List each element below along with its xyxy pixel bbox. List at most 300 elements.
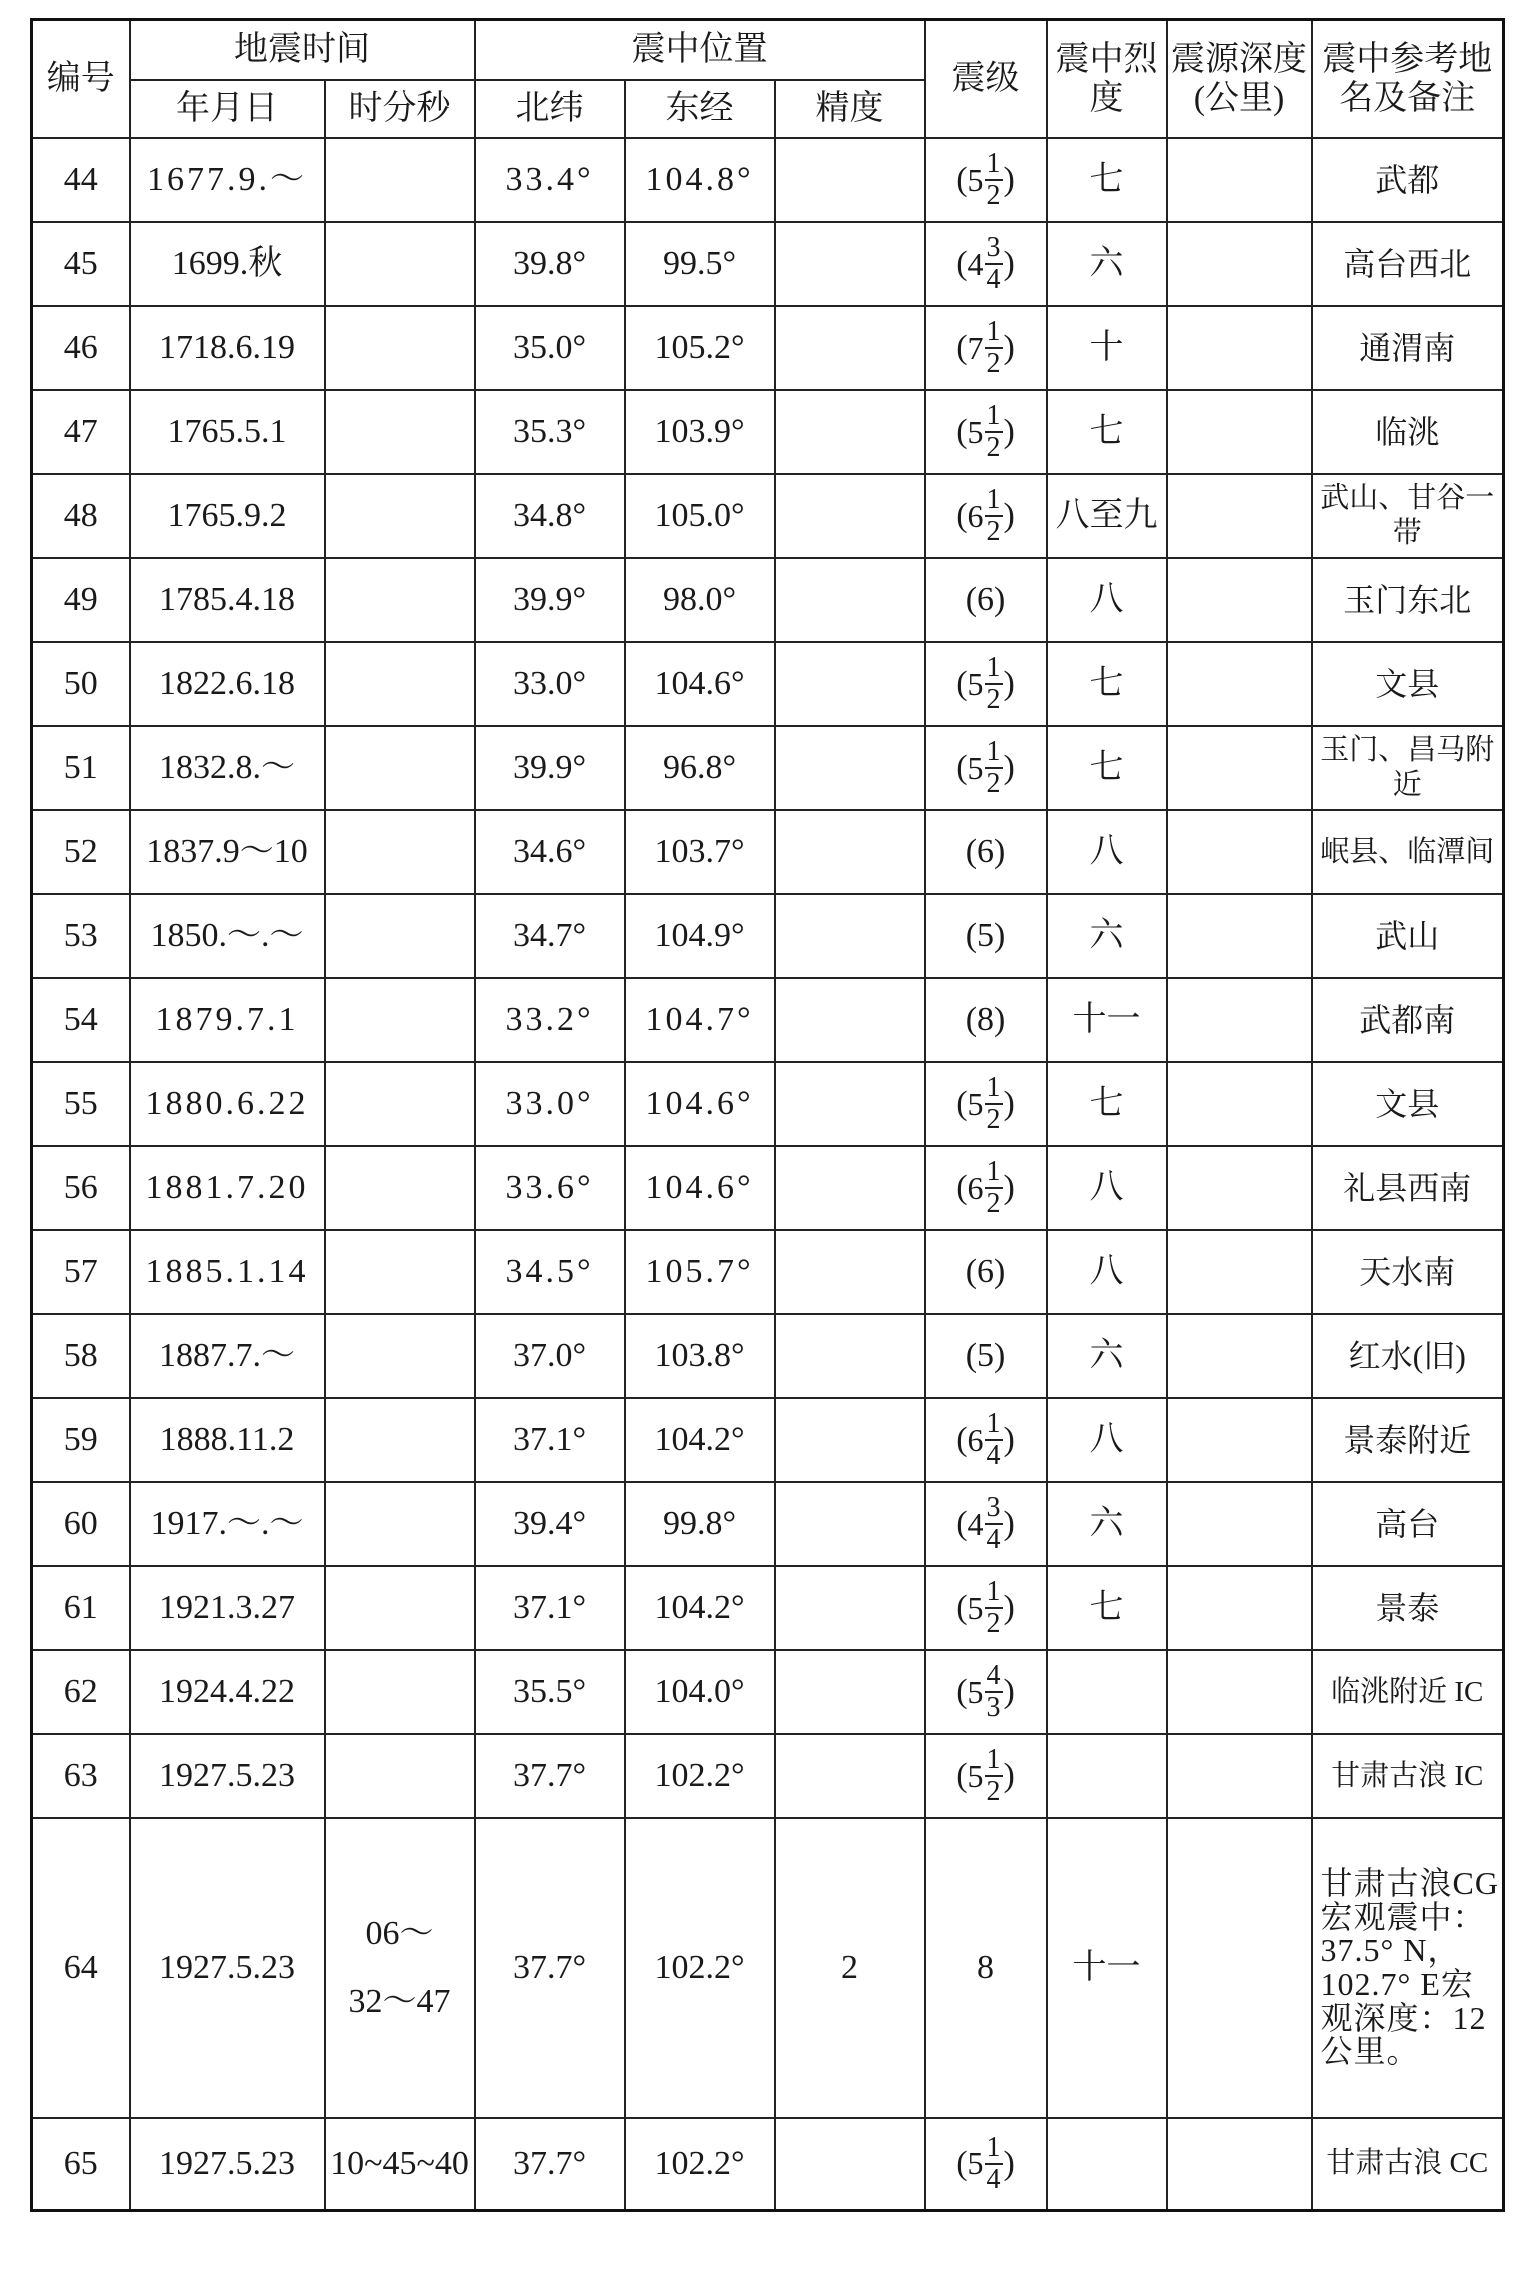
cell-precision: [775, 810, 925, 894]
cell-intensity: 七: [1047, 138, 1167, 222]
header-location-group: 震中位置: [475, 20, 925, 81]
cell-precision: [775, 1230, 925, 1314]
fraction-denominator: 2: [986, 768, 1001, 799]
cell-place: 景泰: [1312, 1566, 1504, 1650]
cell-magnitude: (6): [925, 558, 1047, 642]
cell-precision: [775, 894, 925, 978]
magnitude-fraction: [956, 1494, 1015, 1554]
cell-lat: 34.7°: [475, 894, 625, 978]
cell-intensity: 十一: [1047, 1818, 1167, 2118]
cell-lon: 104.6°: [625, 1062, 775, 1146]
cell-place: 武山、甘谷一带: [1312, 474, 1504, 558]
paren-close: ): [1003, 497, 1015, 535]
cell-no: 56: [32, 1146, 130, 1230]
table-row: [32, 978, 1504, 1062]
cell-lat: 39.9°: [475, 558, 625, 642]
table-row: [32, 2118, 1504, 2210]
earthquake-catalog-table: [30, 18, 1505, 2212]
cell-place: 岷县、临潭间: [1312, 810, 1504, 894]
cell-intensity: 八至九: [1047, 474, 1167, 558]
cell-no: 51: [32, 726, 130, 810]
cell-no: 55: [32, 1062, 130, 1146]
cell-precision: [775, 726, 925, 810]
cell-magnitude: [925, 390, 1047, 474]
cell-place: 通渭南: [1312, 306, 1504, 390]
cell-magnitude: [925, 138, 1047, 222]
cell-date: 1888.11.2: [130, 1398, 325, 1482]
paren-open: (: [956, 497, 968, 535]
cell-precision: [775, 1146, 925, 1230]
cell-precision: [775, 306, 925, 390]
cell-hms: [325, 1650, 475, 1734]
magnitude-fraction: [956, 150, 1015, 210]
cell-intensity: 六: [1047, 1314, 1167, 1398]
cell-magnitude: [925, 1146, 1047, 1230]
table-row: [32, 1314, 1504, 1398]
cell-place: 甘肃古浪 CC: [1312, 2118, 1504, 2210]
cell-precision: [775, 1062, 925, 1146]
cell-precision: 2: [775, 1818, 925, 2118]
paren-open: (: [956, 161, 968, 199]
fraction-numerator: 1: [986, 148, 1001, 179]
cell-intensity: 八: [1047, 1398, 1167, 1482]
paren-close: ): [1003, 1589, 1015, 1627]
cell-date: 1927.5.23: [130, 1818, 325, 2118]
paren-open: (: [956, 1505, 968, 1543]
cell-date: 1917.～.～: [130, 1482, 325, 1566]
cell-depth: [1167, 558, 1312, 642]
cell-no: 61: [32, 1566, 130, 1650]
fraction: [985, 234, 1003, 294]
cell-depth: [1167, 138, 1312, 222]
paren-close: ): [1003, 1421, 1015, 1459]
paren-open: (: [956, 1421, 968, 1459]
cell-precision: [775, 474, 925, 558]
cell-lat: 39.9°: [475, 726, 625, 810]
cell-no: 60: [32, 1482, 130, 1566]
magnitude-whole: 5: [967, 665, 984, 702]
cell-hms-line: 06～: [365, 1915, 434, 1952]
cell-lat: 37.7°: [475, 1818, 625, 2118]
table-row: [32, 1062, 1504, 1146]
fraction: [985, 1410, 1003, 1470]
magnitude-fraction: [956, 402, 1015, 462]
cell-magnitude: [925, 1734, 1047, 1818]
cell-lat: 35.5°: [475, 1650, 625, 1734]
fraction-denominator: 4: [986, 1440, 1001, 1471]
cell-lon: 99.8°: [625, 1482, 775, 1566]
cell-lon: 96.8°: [625, 726, 775, 810]
cell-intensity: 七: [1047, 1062, 1167, 1146]
cell-hms: [325, 1734, 475, 1818]
magnitude-fraction: [956, 2131, 1015, 2195]
paren-open: (: [956, 1589, 968, 1627]
cell-magnitude: [925, 1398, 1047, 1482]
header-time-group: 地震时间: [130, 20, 475, 81]
cell-place: 甘肃古浪 IC: [1312, 1734, 1504, 1818]
table-row: [32, 1482, 1504, 1566]
cell-precision: [775, 1398, 925, 1482]
cell-lat: 37.0°: [475, 1314, 625, 1398]
table-row: [32, 1566, 1504, 1650]
cell-date: 1924.4.22: [130, 1650, 325, 1734]
cell-magnitude: 8: [925, 1818, 1047, 2118]
cell-depth: [1167, 1734, 1312, 1818]
magnitude-fraction: [956, 1410, 1015, 1470]
cell-depth: [1167, 1146, 1312, 1230]
cell-magnitude: (8): [925, 978, 1047, 1062]
cell-date: 1921.3.27: [130, 1566, 325, 1650]
cell-no: 45: [32, 222, 130, 306]
cell-date: 1699.秋: [130, 222, 325, 306]
cell-no: 50: [32, 642, 130, 726]
table-row: [32, 642, 1504, 726]
cell-hms: [325, 558, 475, 642]
cell-lat: 34.6°: [475, 810, 625, 894]
cell-intensity: 十: [1047, 306, 1167, 390]
cell-lon: 98.0°: [625, 558, 775, 642]
magnitude-whole: 5: [967, 1757, 984, 1794]
cell-lat: 34.5°: [475, 1230, 625, 1314]
cell-hms: [325, 978, 475, 1062]
table-body: [32, 138, 1504, 2210]
cell-magnitude: [925, 1062, 1047, 1146]
cell-hms: [325, 138, 475, 222]
cell-depth: [1167, 222, 1312, 306]
cell-hms: [325, 726, 475, 810]
cell-date: 1837.9～10: [130, 810, 325, 894]
fraction-numerator: 1: [986, 2131, 1001, 2163]
paren-close: ): [1003, 413, 1015, 451]
cell-no: 47: [32, 390, 130, 474]
magnitude-whole: 5: [967, 413, 984, 450]
cell-lon: 104.2°: [625, 1566, 775, 1650]
cell-depth: [1167, 1230, 1312, 1314]
cell-no: 59: [32, 1398, 130, 1482]
fraction-denominator: 2: [986, 1104, 1001, 1135]
cell-intensity: [1047, 2118, 1167, 2210]
cell-hms: 10~45~40: [325, 2118, 475, 2210]
magnitude-whole: 5: [967, 749, 984, 786]
paren-close: ): [1003, 2145, 1015, 2183]
fraction-denominator: 3: [986, 1692, 1001, 1723]
fraction: [985, 1074, 1003, 1134]
cell-intensity: 七: [1047, 390, 1167, 474]
cell-hms: [325, 1398, 475, 1482]
paren-open: (: [956, 245, 968, 283]
magnitude-whole: 6: [967, 1421, 984, 1458]
cell-magnitude: [925, 1482, 1047, 1566]
fraction-denominator: 4: [986, 2163, 1001, 2195]
cell-place: 红水(旧): [1312, 1314, 1504, 1398]
cell-magnitude: [925, 642, 1047, 726]
magnitude-whole: 4: [967, 245, 984, 282]
paren-open: (: [956, 1085, 968, 1123]
cell-date: 1887.7.～: [130, 1314, 325, 1398]
cell-lat: 33.0°: [475, 642, 625, 726]
cell-precision: [775, 1650, 925, 1734]
paren-close: ): [1003, 1673, 1015, 1711]
paren-open: (: [956, 1757, 968, 1795]
table-row: [32, 558, 1504, 642]
cell-depth: [1167, 1398, 1312, 1482]
cell-place: 高台: [1312, 1482, 1504, 1566]
cell-no: 64: [32, 1818, 130, 2118]
cell-precision: [775, 642, 925, 726]
cell-no: 44: [32, 138, 130, 222]
cell-no: 48: [32, 474, 130, 558]
magnitude-fraction: [956, 1074, 1015, 1134]
cell-date: 1677.9.～: [130, 138, 325, 222]
table-row: [32, 474, 1504, 558]
fraction-denominator: 2: [986, 684, 1001, 715]
cell-place: 文县: [1312, 1062, 1504, 1146]
fraction-denominator: 2: [986, 516, 1001, 547]
magnitude-fraction: [956, 1158, 1015, 1218]
cell-date: 1850.～.～: [130, 894, 325, 978]
header-date: 年月日: [130, 80, 325, 138]
cell-lon: 103.8°: [625, 1314, 775, 1398]
table-row: [32, 1734, 1504, 1818]
paren-close: ): [1003, 1085, 1015, 1123]
fraction-denominator: 2: [986, 1608, 1001, 1639]
cell-magnitude: [925, 726, 1047, 810]
fraction-denominator: 2: [986, 1188, 1001, 1219]
paren-open: (: [956, 665, 968, 703]
cell-date: 1822.6.18: [130, 642, 325, 726]
cell-place: 武山: [1312, 894, 1504, 978]
cell-lat: 37.7°: [475, 1734, 625, 1818]
fraction: [985, 1494, 1003, 1554]
fraction: [985, 1746, 1003, 1806]
cell-place: 景泰附近: [1312, 1398, 1504, 1482]
cell-magnitude: (6): [925, 1230, 1047, 1314]
cell-date: 1885.1.14: [130, 1230, 325, 1314]
cell-place: 甘肃古浪CG宏观震中：37.5° N，102.7° E宏观深度：12 公里。: [1312, 1818, 1504, 2118]
cell-date: 1927.5.23: [130, 2118, 325, 2210]
cell-hms: [325, 222, 475, 306]
fraction-numerator: 1: [986, 1156, 1001, 1187]
fraction: [985, 1578, 1003, 1638]
cell-intensity: [1047, 1734, 1167, 1818]
cell-date: 1718.6.19: [130, 306, 325, 390]
fraction-denominator: 2: [986, 180, 1001, 211]
cell-precision: [775, 1482, 925, 1566]
cell-precision: [775, 1734, 925, 1818]
cell-place: 武都: [1312, 138, 1504, 222]
cell-place: 天水南: [1312, 1230, 1504, 1314]
cell-hms: [325, 810, 475, 894]
cell-depth: [1167, 1062, 1312, 1146]
cell-date: 1880.6.22: [130, 1062, 325, 1146]
cell-depth: [1167, 642, 1312, 726]
cell-hms: [325, 894, 475, 978]
fraction-numerator: 1: [986, 1576, 1001, 1607]
fraction: [985, 318, 1003, 378]
fraction: [985, 150, 1003, 210]
cell-depth: [1167, 1482, 1312, 1566]
catalog-page: [30, 18, 1502, 2212]
paren-open: (: [956, 749, 968, 787]
cell-intensity: 八: [1047, 810, 1167, 894]
magnitude-fraction: [956, 318, 1015, 378]
paren-close: ): [1003, 749, 1015, 787]
cell-hms: [325, 1146, 475, 1230]
cell-intensity: 六: [1047, 894, 1167, 978]
fraction-denominator: 2: [986, 432, 1001, 463]
cell-precision: [775, 1314, 925, 1398]
fraction: [985, 654, 1003, 714]
fraction-denominator: 4: [986, 264, 1001, 295]
cell-no: 49: [32, 558, 130, 642]
header-no: 编号: [32, 20, 130, 139]
cell-magnitude: [925, 306, 1047, 390]
cell-no: 65: [32, 2118, 130, 2210]
cell-lon: 104.6°: [625, 642, 775, 726]
magnitude-fraction: [956, 738, 1015, 798]
cell-lat: 39.4°: [475, 1482, 625, 1566]
fraction: [985, 1158, 1003, 1218]
cell-precision: [775, 222, 925, 306]
cell-magnitude: (5): [925, 1314, 1047, 1398]
cell-depth: [1167, 894, 1312, 978]
fraction-numerator: 1: [986, 400, 1001, 431]
cell-date: 1765.9.2: [130, 474, 325, 558]
cell-lon: 102.2°: [625, 2118, 775, 2210]
paren-close: ): [1003, 1757, 1015, 1795]
header-hms: 时分秒: [325, 80, 475, 138]
cell-magnitude: [925, 1566, 1047, 1650]
cell-magnitude: [925, 222, 1047, 306]
table-row: [32, 1650, 1504, 1734]
paren-open: (: [956, 329, 968, 367]
magnitude-whole: 5: [967, 1085, 984, 1122]
magnitude-fraction: [956, 1578, 1015, 1638]
paren-close: ): [1003, 1505, 1015, 1543]
paren-open: (: [956, 1673, 968, 1711]
cell-lat: 33.2°: [475, 978, 625, 1062]
paren-open: (: [956, 413, 968, 451]
cell-no: 63: [32, 1734, 130, 1818]
cell-intensity: 八: [1047, 1230, 1167, 1314]
cell-depth: [1167, 1650, 1312, 1734]
cell-intensity: 七: [1047, 726, 1167, 810]
paren-open: (: [956, 2145, 968, 2183]
fraction-numerator: 1: [986, 1744, 1001, 1775]
cell-no: 57: [32, 1230, 130, 1314]
paren-open: (: [956, 1169, 968, 1207]
magnitude-whole: 6: [967, 497, 984, 534]
cell-lat: 39.8°: [475, 222, 625, 306]
fraction-numerator: 1: [986, 736, 1001, 767]
magnitude-whole: 5: [967, 161, 984, 198]
table-row: [32, 138, 1504, 222]
cell-depth: [1167, 2118, 1312, 2210]
cell-date: 1927.5.23: [130, 1734, 325, 1818]
cell-magnitude: [925, 474, 1047, 558]
cell-magnitude: [925, 1650, 1047, 1734]
cell-lat: 34.8°: [475, 474, 625, 558]
cell-date: 1785.4.18: [130, 558, 325, 642]
table-row: [32, 1818, 1504, 2118]
cell-depth: [1167, 1566, 1312, 1650]
fraction: [985, 738, 1003, 798]
paren-close: ): [1003, 1169, 1015, 1207]
header-place: 震中参考地名及备注: [1312, 20, 1504, 139]
table-row: [32, 726, 1504, 810]
cell-lon: 105.0°: [625, 474, 775, 558]
cell-hms: [325, 390, 475, 474]
cell-date: 1765.5.1: [130, 390, 325, 474]
table-row: [32, 222, 1504, 306]
cell-magnitude: [925, 2118, 1047, 2210]
cell-place: 文县: [1312, 642, 1504, 726]
cell-intensity: 八: [1047, 1146, 1167, 1230]
cell-lon: 102.2°: [625, 1734, 775, 1818]
magnitude-fraction: [956, 1662, 1015, 1722]
table-row: [32, 306, 1504, 390]
cell-lat: 33.6°: [475, 1146, 625, 1230]
paren-close: ): [1003, 329, 1015, 367]
cell-no: 46: [32, 306, 130, 390]
cell-hms: [325, 1314, 475, 1398]
cell-lon: 104.0°: [625, 1650, 775, 1734]
cell-date: 1879.7.1: [130, 978, 325, 1062]
cell-intensity: 十一: [1047, 978, 1167, 1062]
cell-lon: 104.6°: [625, 1146, 775, 1230]
cell-place: 临洮: [1312, 390, 1504, 474]
cell-intensity: 七: [1047, 642, 1167, 726]
table-row: [32, 894, 1504, 978]
table-row: [32, 810, 1504, 894]
cell-intensity: [1047, 1650, 1167, 1734]
cell-depth: [1167, 306, 1312, 390]
paren-close: ): [1003, 161, 1015, 199]
cell-place: 礼县西南: [1312, 1146, 1504, 1230]
magnitude-fraction: [956, 654, 1015, 714]
fraction-numerator: 1: [986, 484, 1001, 515]
cell-hms: [325, 474, 475, 558]
cell-depth: [1167, 1818, 1312, 2118]
fraction-numerator: 4: [986, 1660, 1001, 1691]
cell-precision: [775, 390, 925, 474]
header-magnitude: 震级: [925, 20, 1047, 139]
table-row: [32, 1398, 1504, 1482]
cell-no: 53: [32, 894, 130, 978]
cell-depth: [1167, 474, 1312, 558]
cell-lat: 37.1°: [475, 1566, 625, 1650]
header-precision: 精度: [775, 80, 925, 138]
table-header: [32, 20, 1504, 139]
fraction-numerator: 3: [986, 232, 1001, 263]
cell-lat: 37.7°: [475, 2118, 625, 2210]
cell-depth: [1167, 726, 1312, 810]
magnitude-whole: 6: [967, 1169, 984, 1206]
cell-hms: [325, 306, 475, 390]
cell-depth: [1167, 1314, 1312, 1398]
cell-magnitude: (5): [925, 894, 1047, 978]
cell-hms: [325, 1482, 475, 1566]
magnitude-whole: 5: [967, 1589, 984, 1626]
cell-precision: [775, 2118, 925, 2210]
cell-lon: 103.9°: [625, 390, 775, 474]
cell-hms: [325, 1230, 475, 1314]
cell-depth: [1167, 390, 1312, 474]
cell-intensity: 六: [1047, 222, 1167, 306]
fraction: [985, 2131, 1003, 2195]
fraction: [985, 486, 1003, 546]
cell-intensity: 六: [1047, 1482, 1167, 1566]
